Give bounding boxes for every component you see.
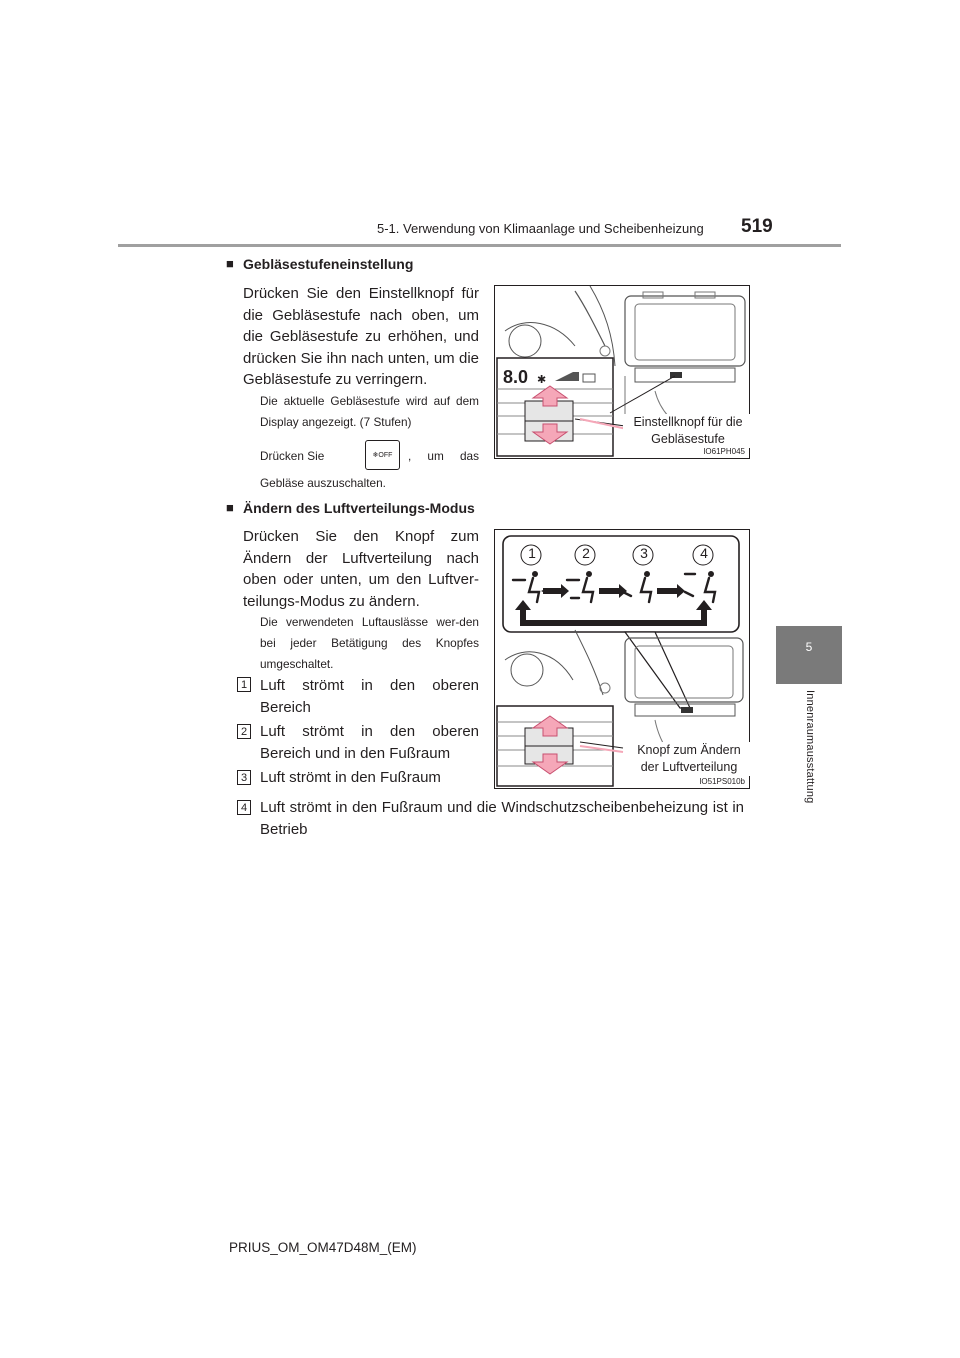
footer-doc-id: PRIUS_OM_OM47D48M_(EM) xyxy=(229,1240,417,1255)
figure1-callout: Einstellknopf für die Gebläsestufe xyxy=(623,414,753,448)
list-badge-1: 1 xyxy=(237,677,251,692)
figure2-callout: Knopf zum Ändern der Luftverteilung xyxy=(625,742,753,776)
svg-text:✱: ✱ xyxy=(537,374,547,386)
figure2-code: IO51PS010b xyxy=(699,777,745,786)
mode-number-4: 4 xyxy=(700,545,708,561)
header-rule xyxy=(118,244,841,247)
chapter-number: 5 xyxy=(805,640,813,654)
running-header-title: 5-1. Verwendung von Klimaanlage und Scheibenheizung xyxy=(377,221,704,236)
list-item-4: Luft strömt in den Fußraum und die Windschutzscheibenbeheizung ist in Betrieb xyxy=(260,799,744,838)
chapter-title: Innenraumausstattung xyxy=(804,690,816,804)
section1-note2-after: , um das xyxy=(408,449,479,463)
list-item-3: Luft strömt in den Fußraum xyxy=(260,769,441,786)
list-badge-2: 2 xyxy=(237,724,251,739)
section-marker: ■ xyxy=(226,256,234,271)
section2-body: Drücken Sie den Knopf zum Ändern der Luftverteilung nach oben oder unten, um den Luftver-teilungs-Modus zu ändern. xyxy=(243,528,479,610)
section-heading-air-distribution: Ändern des Luftverteilungs-Modus xyxy=(243,500,475,516)
section1-note: Die aktuelle Gebläsestufe wird auf dem Display angezeigt. (7 Stufen) xyxy=(260,394,479,429)
mode-number-2: 2 xyxy=(582,545,590,561)
figure-air-distribution xyxy=(494,529,750,789)
list-item-1: Luft strömt in den oberen Bereich xyxy=(260,677,479,716)
section2-note: Die verwendeten Luftauslässe wer-den bei jeder Betätigung des Knopfes umgeschaltet. xyxy=(260,615,479,671)
figure1-code: IO61PH045 xyxy=(703,447,745,456)
figure-fan-speed xyxy=(494,285,750,459)
fan-off-button-icon: ❄OFF xyxy=(365,440,400,470)
svg-text:8.0: 8.0 xyxy=(503,367,529,387)
page-number: 519 xyxy=(741,216,773,237)
list-badge-3: 3 xyxy=(237,770,251,785)
mode-number-1: 1 xyxy=(528,545,536,561)
section1-body: Drücken Sie den Einstellknopf für die Gebläsestufe nach oben, um die Gebläsestufe zu erhöhen, und drücken Sie ihn nach unten, um die Gebläsestufe zu verringern. xyxy=(243,285,479,388)
section-marker-2: ■ xyxy=(226,500,234,515)
mode-number-3: 3 xyxy=(640,545,648,561)
chapter-tab xyxy=(776,626,842,684)
section1-note2-end: Gebläse auszuschalten. xyxy=(260,476,386,490)
list-item-2: Luft strömt in den oberen Bereich und in den Fußraum xyxy=(260,723,479,762)
section-heading-fan-speed: Gebläsestufeneinstellung xyxy=(243,256,414,272)
section1-note2-before: Drücken Sie xyxy=(260,449,325,463)
list-badge-4: 4 xyxy=(237,800,251,815)
